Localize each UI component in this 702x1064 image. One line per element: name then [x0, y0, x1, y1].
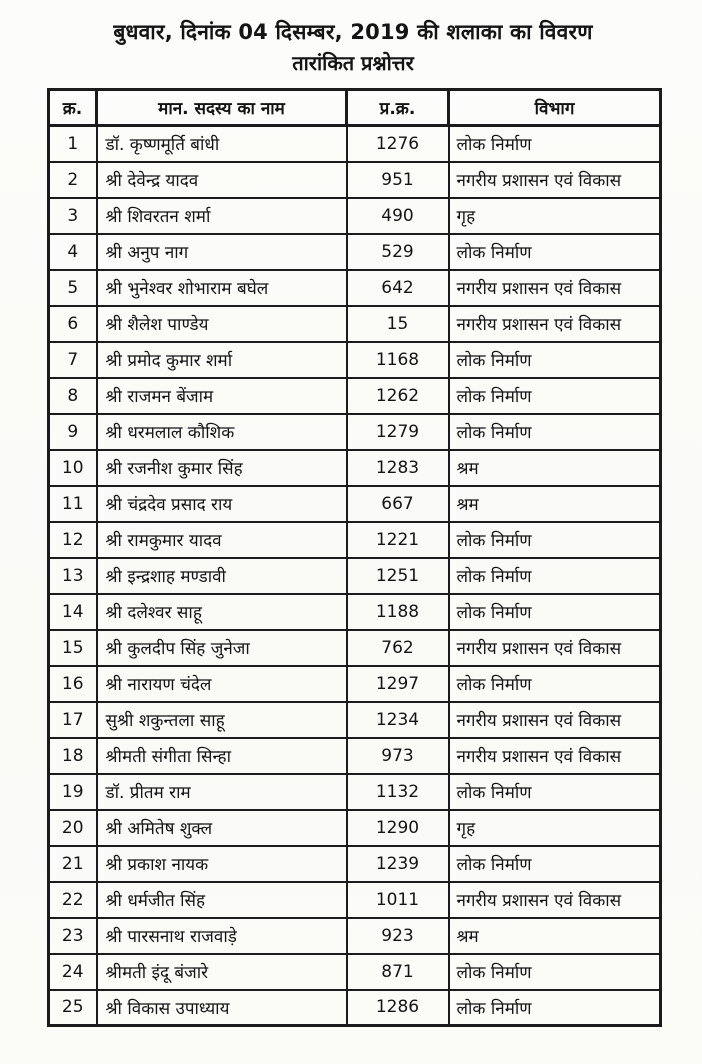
cell-member-name: सुश्री शकुन्तला साहू — [97, 702, 347, 738]
cell-member-name: श्री शैलेश पाण्डेय — [97, 306, 347, 342]
cell-question-number: 951 — [347, 162, 449, 198]
table-row — [49, 990, 661, 1026]
cell-question-number: 871 — [347, 954, 449, 990]
cell-serial-number: 1 — [49, 126, 97, 162]
cell-member-name: श्री धर्मजीत सिंह — [97, 882, 347, 918]
table-row — [49, 270, 661, 306]
cell-member-name: श्री शिवरतन शर्मा — [97, 198, 347, 234]
cell-serial-number: 12 — [49, 522, 97, 558]
table-row — [49, 450, 661, 486]
table-row — [49, 882, 661, 918]
table-row — [49, 306, 661, 342]
table-row — [49, 126, 661, 162]
cell-department: श्रम — [449, 450, 661, 486]
table-row — [49, 630, 661, 666]
table-row — [49, 414, 661, 450]
cell-department: श्रम — [449, 486, 661, 522]
cell-department: लोक निर्माण — [449, 774, 661, 810]
cell-department: लोक निर्माण — [449, 990, 661, 1026]
cell-member-name: श्री कुलदीप सिंह जुनेजा — [97, 630, 347, 666]
table-row — [49, 738, 661, 774]
cell-department: नगरीय प्रशासन एवं विकास — [449, 882, 661, 918]
cell-member-name: श्री देवेन्द्र यादव — [97, 162, 347, 198]
cell-member-name: डॉ. कृष्णमूर्ति बांधी — [97, 126, 347, 162]
cell-serial-number: 5 — [49, 270, 97, 306]
cell-member-name: श्री विकास उपाध्याय — [97, 990, 347, 1026]
header-member-name: मान. सदस्य का नाम — [97, 90, 347, 126]
cell-department: लोक निर्माण — [449, 594, 661, 630]
cell-serial-number: 10 — [49, 450, 97, 486]
cell-serial-number: 24 — [49, 954, 97, 990]
cell-department: लोक निर्माण — [449, 954, 661, 990]
cell-department: श्रम — [449, 918, 661, 954]
table-row — [49, 954, 661, 990]
cell-question-number: 490 — [347, 198, 449, 234]
table-row — [49, 342, 661, 378]
cell-department: नगरीय प्रशासन एवं विकास — [449, 702, 661, 738]
cell-question-number: 1262 — [347, 378, 449, 414]
cell-department: लोक निर्माण — [449, 378, 661, 414]
cell-department: लोक निर्माण — [449, 558, 661, 594]
cell-question-number: 1297 — [347, 666, 449, 702]
cell-serial-number: 3 — [49, 198, 97, 234]
cell-serial-number: 20 — [49, 810, 97, 846]
header-serial-number: क्र. — [49, 90, 97, 126]
cell-member-name: श्री इन्द्रशाह मण्डावी — [97, 558, 347, 594]
cell-member-name: श्री अनुप नाग — [97, 234, 347, 270]
cell-question-number: 1286 — [347, 990, 449, 1026]
cell-member-name: श्रीमती संगीता सिन्हा — [97, 738, 347, 774]
cell-serial-number: 17 — [49, 702, 97, 738]
cell-member-name: श्रीमती इंदू बंजारे — [97, 954, 347, 990]
table-row — [49, 846, 661, 882]
cell-member-name: श्री धरमलाल कौशिक — [97, 414, 347, 450]
cell-department: लोक निर्माण — [449, 342, 661, 378]
table-row — [49, 234, 661, 270]
cell-question-number: 1168 — [347, 342, 449, 378]
header-department: विभाग — [449, 90, 661, 126]
cell-question-number: 1234 — [347, 702, 449, 738]
table-row — [49, 666, 661, 702]
cell-serial-number: 23 — [49, 918, 97, 954]
cell-question-number: 762 — [347, 630, 449, 666]
cell-question-number: 15 — [347, 306, 449, 342]
cell-department: नगरीय प्रशासन एवं विकास — [449, 162, 661, 198]
cell-serial-number: 6 — [49, 306, 97, 342]
cell-serial-number: 2 — [49, 162, 97, 198]
cell-department: नगरीय प्रशासन एवं विकास — [449, 738, 661, 774]
cell-question-number: 642 — [347, 270, 449, 306]
cell-question-number: 529 — [347, 234, 449, 270]
cell-department: नगरीय प्रशासन एवं विकास — [449, 270, 661, 306]
table-row — [49, 378, 661, 414]
cell-serial-number: 16 — [49, 666, 97, 702]
cell-department: नगरीय प्रशासन एवं विकास — [449, 630, 661, 666]
cell-serial-number: 14 — [49, 594, 97, 630]
cell-question-number: 1251 — [347, 558, 449, 594]
table-row — [49, 810, 661, 846]
cell-department: लोक निर्माण — [449, 522, 661, 558]
table-row — [49, 558, 661, 594]
cell-serial-number: 8 — [49, 378, 97, 414]
table-row — [49, 774, 661, 810]
cell-question-number: 1290 — [347, 810, 449, 846]
cell-serial-number: 13 — [49, 558, 97, 594]
cell-member-name: श्री दलेश्वर साहू — [97, 594, 347, 630]
cell-department: लोक निर्माण — [449, 234, 661, 270]
cell-question-number: 1188 — [347, 594, 449, 630]
cell-department: गृह — [449, 810, 661, 846]
table-row — [49, 486, 661, 522]
cell-member-name: श्री पारसनाथ राजवाड़े — [97, 918, 347, 954]
cell-department: लोक निर्माण — [449, 846, 661, 882]
table-row — [49, 522, 661, 558]
cell-member-name: डॉ. प्रीतम राम — [97, 774, 347, 810]
table-header-row — [49, 90, 661, 126]
cell-member-name: श्री चंद्रदेव प्रसाद राय — [97, 486, 347, 522]
table-row — [49, 198, 661, 234]
cell-member-name: श्री भुनेश्वर शोभाराम बघेल — [97, 270, 347, 306]
table-row — [49, 594, 661, 630]
cell-question-number: 973 — [347, 738, 449, 774]
cell-question-number: 1239 — [347, 846, 449, 882]
cell-serial-number: 11 — [49, 486, 97, 522]
cell-serial-number: 25 — [49, 990, 97, 1026]
cell-question-number: 1276 — [347, 126, 449, 162]
cell-department: नगरीय प्रशासन एवं विकास — [449, 306, 661, 342]
cell-question-number: 1011 — [347, 882, 449, 918]
cell-department: गृह — [449, 198, 661, 234]
document-title: बुधवार, दिनांक 04 दिसम्बर, 2019 की शलाका का विवरण — [113, 20, 593, 44]
cell-serial-number: 19 — [49, 774, 97, 810]
cell-serial-number: 22 — [49, 882, 97, 918]
header-question-number: प्र.क्र. — [347, 90, 449, 126]
cell-question-number: 667 — [347, 486, 449, 522]
cell-member-name: श्री राजमन बेंजाम — [97, 378, 347, 414]
cell-department: लोक निर्माण — [449, 414, 661, 450]
table-row — [49, 702, 661, 738]
cell-serial-number: 4 — [49, 234, 97, 270]
cell-member-name: श्री रजनीश कुमार सिंह — [97, 450, 347, 486]
cell-serial-number: 18 — [49, 738, 97, 774]
table-row — [49, 918, 661, 954]
title-block — [47, 16, 659, 77]
shalaka-table — [47, 88, 662, 1027]
document-subtitle: तारांकित प्रश्नोत्तर — [292, 50, 414, 75]
cell-serial-number: 21 — [49, 846, 97, 882]
cell-member-name: श्री अमितेष शुक्ल — [97, 810, 347, 846]
cell-serial-number: 15 — [49, 630, 97, 666]
cell-member-name: श्री प्रकाश नायक — [97, 846, 347, 882]
cell-member-name: श्री रामकुमार यादव — [97, 522, 347, 558]
cell-question-number: 1132 — [347, 774, 449, 810]
cell-question-number: 1279 — [347, 414, 449, 450]
cell-member-name: श्री नारायण चंदेल — [97, 666, 347, 702]
cell-member-name: श्री प्रमोद कुमार शर्मा — [97, 342, 347, 378]
cell-department: लोक निर्माण — [449, 126, 661, 162]
cell-serial-number: 9 — [49, 414, 97, 450]
table-body — [49, 126, 661, 1026]
table-row — [49, 162, 661, 198]
cell-question-number: 923 — [347, 918, 449, 954]
cell-question-number: 1283 — [347, 450, 449, 486]
cell-question-number: 1221 — [347, 522, 449, 558]
cell-department: लोक निर्माण — [449, 666, 661, 702]
cell-serial-number: 7 — [49, 342, 97, 378]
